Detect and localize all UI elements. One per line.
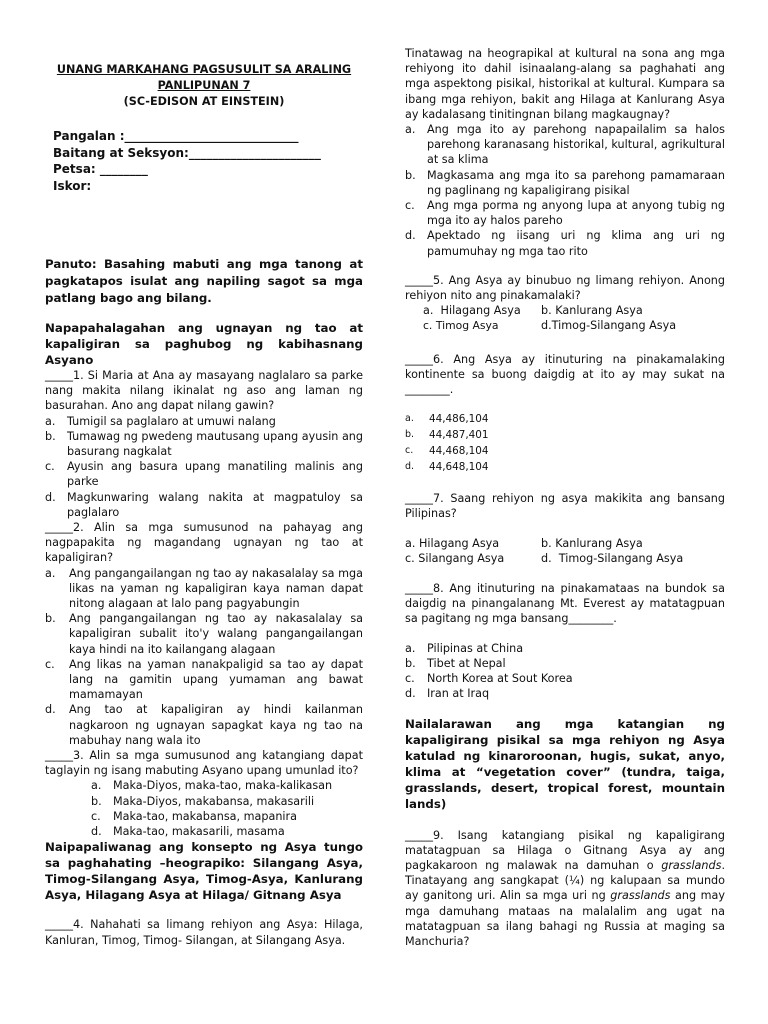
option-3a[interactable]: a. Maka-Diyos, maka-tao, maka-kalikasan <box>91 779 333 793</box>
question-1-options <box>45 414 363 520</box>
score-field[interactable]: Iskor: <box>53 178 92 193</box>
option-7a[interactable]: a. Hilagang Asya <box>405 536 500 550</box>
question-5-options <box>423 303 725 333</box>
question-5: _____5. Ang Asya ay binubuo ng limang rehiyon. Anong rehiyon nito ang pinakamalaki? <box>405 273 725 303</box>
exam-title <box>45 62 363 110</box>
option-8c[interactable]: c. North Korea at Sout Korea <box>405 672 573 686</box>
question-4-continuation: Tinatawag na heograpikal at kultural na sona ang mga rehiyong ito dahil isinaalang-alang sa paghahati ang mga aspektong pisikal, historikal at kultural. Kumpara sa ibang mga rehiyon, bakit ang Hilaga at Kanlurang Asya ay kadalasang tinitingnan bilang magkaugnay? <box>405 47 725 121</box>
question-2: _____2. Alin sa mga sumusunod na pahayag ang nagpapakita ng magandang ugnayan ng tao at kapaligiran? <box>45 521 363 565</box>
option-4b[interactable]: b. Magkasama ang mga ito sa parehong pamamaraan ng paglinang ng kapaligirang pisikal <box>405 168 725 197</box>
title-line-1: UNANG MARKAHANG PAGSUSULIT SA ARALING <box>56 63 352 76</box>
option-4c[interactable]: c. Ang mga porma ng anyong lupa at anyong tubig ng mga ito ay halos pareho <box>405 199 725 228</box>
question-3: _____3. Alin sa mga sumusunod ang katangiang dapat taglayin ng isang mabuting Asyano upang umunlad ito? <box>45 749 363 778</box>
option-1b[interactable]: b. Tumawag ng pwedeng mautusang upang ayusin ang basurang nagkalat <box>45 429 364 459</box>
right-column <box>405 46 725 949</box>
question-6-options <box>405 411 725 475</box>
question-6: _____6. Ang Asya ay itinuturing na pinakamalaking kontinente sa buong daigdig at ito ay may sukat na ________. <box>405 352 725 397</box>
option-3b[interactable]: b. Maka-Diyos, makabansa, makasarili <box>91 794 315 808</box>
option-6b[interactable]: b. 44,487,401 <box>405 429 489 442</box>
name-field[interactable]: Pangalan :_____________________________ <box>53 129 299 143</box>
option-5a[interactable]: a. Hilagang Asya <box>423 304 521 318</box>
option-5d[interactable]: d.Timog-Silangang Asya <box>541 319 677 333</box>
option-1d[interactable]: d. Magkunwaring walang nakita at magpatuloy sa paglalaro <box>45 490 363 519</box>
question-8-options <box>405 641 725 702</box>
section-heading-3: Nailalarawan ang mga katangian ng kapaligirang pisikal sa mga rehiyon ng Asya katulad ng kinaroroonan, hugis, sukat, anyo, klima at “vegetation cover” (tundra, taiga, grasslands, desert, tropical forest, mountain lands) <box>405 716 725 811</box>
question-2-options <box>45 566 363 748</box>
option-8a[interactable]: a. Pilipinas at China <box>405 641 524 655</box>
question-3-options <box>91 778 363 839</box>
option-7b[interactable]: b. Kanlurang Asya <box>541 536 643 550</box>
option-3c[interactable]: c. Maka-tao, makabansa, mapanira <box>91 809 297 823</box>
title-line-2: PANLIPUNAN 7 <box>157 79 251 92</box>
option-6c[interactable]: c. 44,468,104 <box>405 445 489 458</box>
question-1: _____1. Si Maria at Ana ay masayang naglalaro sa parke nang makita nilang ikinalat ng aso ang laman ng basurahan. Ano ang dapat nilang gawin? <box>45 369 363 413</box>
option-5c[interactable]: c. Timog Asya <box>423 319 499 333</box>
option-4a[interactable]: a. Ang mga ito ay parehong napapailalim sa halos parehong karanasang historikal, kultural, agrikultural at sa klima <box>405 123 725 167</box>
question-4: _____4. Nahahati sa limang rehiyon ang Asya: Hilaga, Kanluran, Timog, Timog- Silangan, at Silangang Asya. <box>45 918 363 947</box>
section-heading-1: Napapahalagahan ang ugnayan ng tao at kapaligiran sa paghubog ng kabihasnang Asyano <box>45 321 363 367</box>
section-heading-2: Naipapaliwanag ang konsepto ng Asya tungo sa paghahating –heograpiko: Silangang Asya, Timog-Silangang Asya, Timog-Asya, Kanlurang Asya, Hilagang Asya at Hilaga/ Gitnang Asya <box>45 840 363 903</box>
option-4d[interactable]: d. Apektado ng iisang uri ng klima ang uri ng pamumuhay ng mga tao rito <box>405 229 725 258</box>
option-7d[interactable]: d. Timog-Silangang Asya <box>541 551 684 565</box>
question-9: _____9. Isang katangiang pisikal ng kapaligirang matatagpuan sa Hilaga o Gitnang Asya ay ang pagkakaroon ng malawak na damuhan o grasslands. Tinatayang ang sangkapat (¼) ng kalupaan sa mundo ay ganitong uri. Alin sa mga uri ng grasslands ang may mga damuhang mataas na malalalim ang ugat na matatagpuan sa ilang bahagi ng Russia at maging sa Manchuria? <box>405 828 725 948</box>
option-1a[interactable]: a. Tumigil sa paglalaro at umuwi nalang <box>45 414 276 428</box>
option-8d[interactable]: d. Iran at Iraq <box>405 687 490 701</box>
left-column <box>45 62 363 948</box>
option-3d[interactable]: d. Maka-tao, makasarili, masama <box>91 825 285 839</box>
option-6d[interactable]: d. 44,648,104 <box>405 461 489 474</box>
title-line-3: (SC-EDISON AT EINSTEIN) <box>123 95 285 108</box>
student-info <box>53 128 363 194</box>
option-1c[interactable]: c. Ayusin ang basura upang manatiling malinis ang parke <box>45 460 363 489</box>
question-7-options <box>405 536 725 566</box>
option-5b[interactable]: b. Kanlurang Asya <box>541 304 643 318</box>
option-6a[interactable]: a. 44,486,104 <box>405 413 489 426</box>
grade-section-field[interactable]: Baitang at Seksyon:______________________ <box>53 145 321 160</box>
instructions: Panuto: Basahing mabuti ang mga tanong at pagkatapos isulat ang napiling sagot sa mga patlang bago ang bilang. <box>45 257 363 305</box>
question-8: _____8. Ang itinuturing na pinakamataas na bundok sa daigdig na pinangalanang Mt. Everest ay matatagpuan sa pagitang ng mga bansang________. <box>405 582 725 626</box>
option-2b[interactable]: b. Ang pangangailangan ng tao ay nakasalalay sa kapaligiran subalit ito'y walang pangangailangan kaya hindi na ito kailangang alagaan <box>45 612 363 656</box>
option-2a[interactable]: a. Ang pangangailangan ng tao ay nakasalalay sa mga likas na yaman ng kapaligiran kaya naman dapat nitong alagaan at lalo pang pagyabungin <box>45 566 363 611</box>
date-field[interactable]: Petsa: ________ <box>53 162 148 176</box>
option-2d[interactable]: d. Ang tao at kapaligiran ay hindi kailanman nagkaroon ng ugnayan sapagkat kaya ng tao na mabuhay nang wala ito <box>45 703 363 747</box>
option-7c[interactable]: c. Silangang Asya <box>405 551 505 565</box>
option-8b[interactable]: b. Tibet at Nepal <box>405 656 506 670</box>
option-2c[interactable]: c. Ang likas na yaman nanakpaligid sa tao ay dapat lang na gamitin upang yumaman ang bawat mamamayan <box>45 657 363 702</box>
question-4-options <box>405 122 725 259</box>
question-7: _____7. Saang rehiyon ng asya makikita ang bansang Pilipinas? <box>405 492 725 521</box>
